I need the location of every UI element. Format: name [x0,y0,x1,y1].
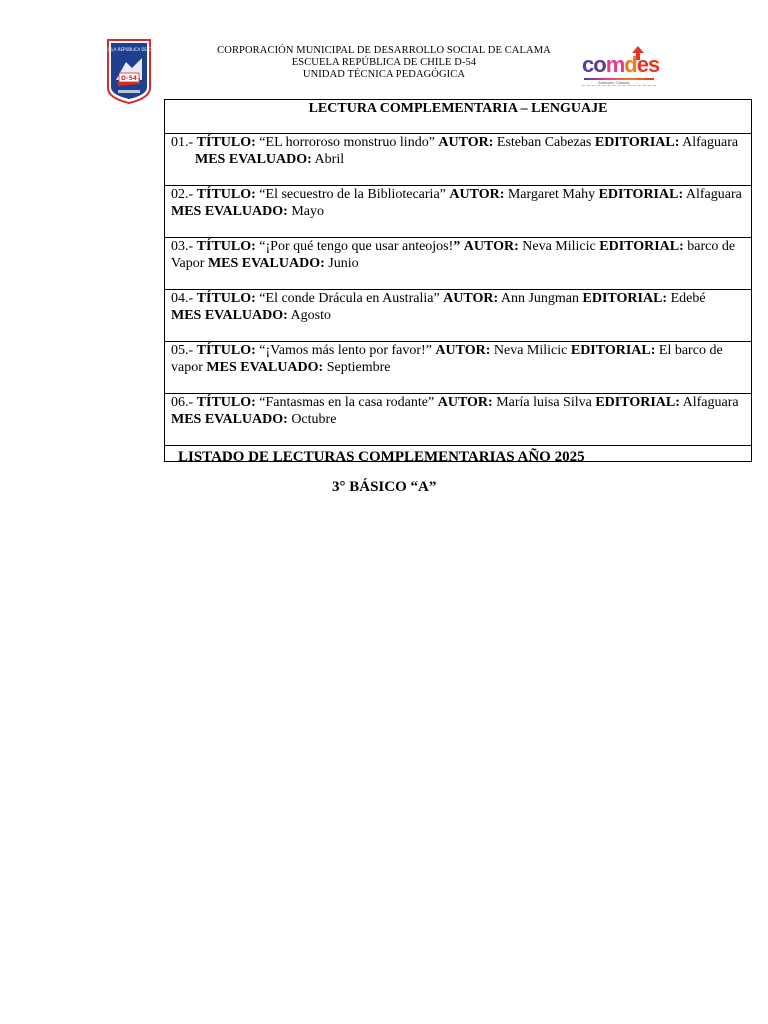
reading-entry-02 [165,186,752,238]
comdes-part-es: es [636,52,660,77]
reading-entry-06 [165,394,752,446]
header-block [196,45,572,81]
title-label: TÍTULO: [196,343,256,358]
book-editorial: Alfaguara [682,395,739,410]
comdes-part-m: m [605,52,625,77]
author-label: AUTOR: [438,135,494,150]
book-author: María luisa Silva [496,395,592,410]
editorial-label: EDITORIAL: [598,187,684,202]
title-label: TÍTULO: [196,291,256,306]
editorial-label: EDITORIAL: [599,239,684,254]
entry-number: 05.- [171,343,194,358]
book-title: “El secuestro de la Bibliotecaria” [259,187,446,202]
editorial-label: EDITORIAL: [570,343,656,358]
book-author: Margaret Mahy [507,187,596,202]
title-label: TÍTULO: [196,239,256,254]
school-shield-logo [98,38,160,105]
month-label: MES EVALUADO: [206,359,324,375]
shield-text: ESCUELA REPÚBLICA DE CHILE [98,47,160,52]
book-author: Neva Milicic [493,343,568,358]
month-evaluated: Junio [328,255,359,271]
book-title: “Fantasmas en la casa rodante” [259,395,435,410]
reading-list-table [164,99,752,462]
book-title: “EL horroroso monstruo lindo” [259,135,435,150]
header-line-corporation: CORPORACIÓN MUNICIPAL DE DESARROLLO SOCIAL DE CALAMA [217,45,551,56]
title-label: TÍTULO: [196,187,256,202]
author-label: AUTOR: [437,395,493,410]
header-line-school: ESCUELA REPÚBLICA DE CHILE D-54 [291,57,477,68]
entry-number: 03.- [171,239,194,254]
grade-label: 3° BÁSICO “A” [332,479,437,495]
author-label: AUTOR: [449,187,505,202]
table-row [165,186,752,238]
reading-entry-03 [165,238,752,290]
book-editorial: barco de Vapor [171,239,736,271]
book-author: Neva Milicic [522,239,596,254]
title-label: TÍTULO: [196,395,256,410]
comdes-part-co: co [582,52,606,77]
editorial-label: EDITORIAL: [594,135,680,150]
table-heading-row [165,100,752,134]
reading-entry-04 [165,290,752,342]
table-row [165,134,752,186]
entry-number: 06.- [171,395,194,410]
editorial-label: EDITORIAL: [582,291,668,306]
table-row [165,394,752,446]
comdes-logo [580,48,660,88]
reading-entry-05 [165,342,752,394]
month-label: MES EVALUADO: [171,411,288,427]
author-label: AUTOR: [463,239,519,254]
book-editorial: Alfaguara [682,135,739,150]
title-label: TÍTULO: [196,135,256,150]
month-label: MES EVALUADO: [195,151,312,167]
comdes-wordmark [582,52,659,78]
editorial-label: EDITORIAL: [595,395,680,410]
month-evaluated: Septiembre [326,359,391,375]
table-row [165,290,752,342]
book-title: “¡Vamos más lento por favor!” [259,343,432,358]
book-title-close-quote: ” [453,239,461,254]
month-label: MES EVALUADO: [171,307,288,323]
book-title: “El conde Drácula en Australia” [259,291,440,306]
book-author: Ann Jungman [500,291,580,306]
book-editorial: Edebé [670,291,706,306]
book-editorial: El barco de vapor [171,343,723,375]
comdes-dashed-line [582,85,656,86]
author-label: AUTOR: [443,291,499,306]
comdes-tagline: Admisión Calama [598,80,630,85]
book-author: Esteban Cabezas [496,135,592,150]
month-evaluated: Abril [314,151,345,167]
month-label: MES EVALUADO: [171,203,288,219]
list-title: LISTADO DE LECTURAS COMPLEMENTARIAS AÑO 2025 [178,449,585,465]
book-editorial: Alfaguara [685,187,742,202]
author-label: AUTOR: [435,343,491,358]
header-line-unit: UNIDAD TÉCNICA PEDAGÓGICA [302,69,466,80]
entry-number: 01.- [171,135,194,150]
comdes-part-d: d [624,52,637,77]
month-evaluated: Mayo [291,203,324,219]
table-row [165,342,752,394]
month-evaluated: Agosto [290,307,331,323]
reading-entry-01 [165,134,752,186]
entry-number: 02.- [171,187,194,202]
entry-number: 04.- [171,291,194,306]
book-title: “¡Por qué tengo que usar anteojos! [259,239,454,254]
shield-badge: D-54 [121,75,137,82]
table-heading: LECTURA COMPLEMENTARIA – LENGUAJE [165,100,752,134]
table-row [165,238,752,290]
month-evaluated: Octubre [291,411,337,427]
month-label: MES EVALUADO: [207,255,325,271]
